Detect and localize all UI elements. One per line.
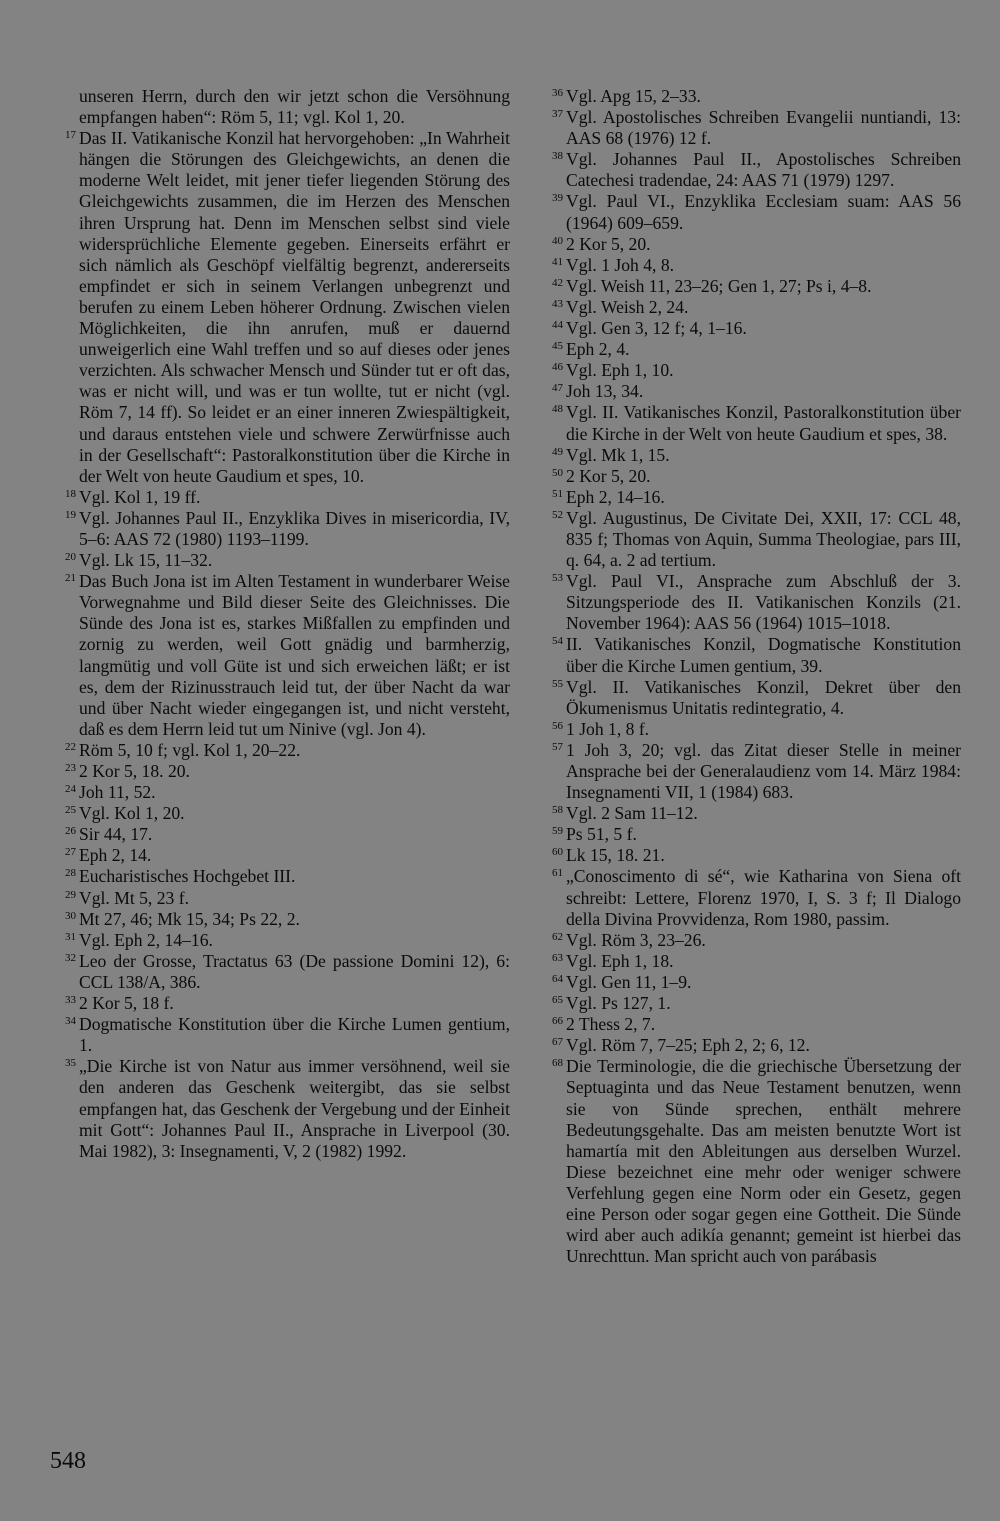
footnote-number: 50	[552, 466, 563, 479]
footnote-number: 47	[552, 382, 563, 395]
footnote-text: Vgl. 2 Sam 11–12.	[566, 803, 698, 824]
footnote-27	[50, 845, 510, 866]
footnote-number: 46	[552, 361, 563, 374]
footnote-number: 64	[552, 972, 563, 985]
footnote-text: Vgl. II. Vatikanisches Konzil, Pastoralkonstitution über die Kirche in der Welt von heute Gaudium et spes, 38.	[566, 402, 961, 444]
footnote-number: 51	[552, 487, 563, 500]
footnote-text: Ps 51, 5 f.	[566, 824, 637, 845]
footnote-text: Vgl. Ps 127, 1.	[566, 993, 671, 1014]
footnote-66	[537, 1014, 961, 1035]
footnote-text: Vgl. 1 Joh 4, 8.	[566, 254, 675, 275]
footnote-text: „Conoscimento di sé“, wie Katharina von Siena oft schreibt: Lettere, Florenz 1970, I, S. 3 f; Il Dialogo della Divina Provvidenza, Rom 1980, passim.	[566, 866, 961, 929]
right-column	[537, 86, 961, 1267]
footnote-text: Lk 15, 18. 21.	[566, 845, 665, 866]
footnote-number: 55	[552, 677, 563, 690]
footnote-40	[537, 234, 961, 255]
footnote-text: Vgl. Apostolisches Schreiben Evangelii nuntiandi, 13: AAS 68 (1976) 12 f.	[566, 107, 961, 149]
footnote-number: 41	[552, 255, 563, 268]
footnote-number: 25	[65, 804, 76, 817]
footnote-number: 60	[552, 846, 563, 859]
footnote-text: „Die Kirche ist von Natur aus immer versöhnend, weil sie den anderen das Geschenk weitergibt, das sie selbst empfangen hat, das Geschenk der Vergebung und der Einheit mit Gott“: Johannes Paul II., Ansprache in Liverpool (30. Mai 1982), 3: Insegnamenti, V, 2 (1982) 1992.	[79, 1056, 510, 1161]
footnote-text: Das II. Vatikanische Konzil hat hervorgehoben: „In Wahrheit hängen die Störungen des Gleichgewichts, an denen die moderne Welt leidet, mit jener tiefer liegenden Störung des Gleichgewichts zusammen, die im Herzen des Menschen ihren Ursprung hat. Denn im Menschen selbst sind viele widersprüchliche Elemente gegeben. Einerseits erfährt er sich nämlich als Geschöpf vielfältig begrenzt, andererseits empfindet er sich in seinem Verlangen unbegrenzt und berufen zu einem Leben höherer Ordnung. Zwischen vielen Möglichkeiten, die ihn anrufen, muß er dauernd unweigerlich eine Wahl treffen und so auf dieses oder jenes verzichten. Als schwacher Mensch und Sünder tut er oft das, was er nicht will, und was er tun wollte, tut er nicht (vgl. Röm 7, 14 ff). So leidet er an einer inneren Zwiespältigkeit, und daraus entstehen viele und schwere Zerwürfnisse auch in der Gesellschaft“: Pastoralkonstitution über die Kirche in der Welt von heute Gaudium et spes, 10.	[79, 128, 510, 486]
footnote-text: Vgl. II. Vatikanisches Konzil, Dekret über den Ökumenismus Unitatis redintegratio, 4.	[566, 676, 961, 718]
footnote-number: 40	[552, 234, 563, 247]
footnote-46	[537, 360, 961, 381]
footnote-number: 38	[552, 150, 563, 163]
footnote-text: Joh 13, 34.	[566, 381, 644, 402]
footnote-47	[537, 381, 961, 402]
footnote-41	[537, 255, 961, 276]
footnote-number: 63	[552, 951, 563, 964]
footnote-number: 21	[65, 572, 76, 585]
footnote-24	[50, 782, 510, 803]
footnote-56	[537, 719, 961, 740]
footnote-63	[537, 951, 961, 972]
footnote-21	[50, 571, 510, 740]
footnote-number: 34	[65, 1015, 76, 1028]
footnote-number: 58	[552, 804, 563, 817]
footnote-number: 43	[552, 297, 563, 310]
footnote-62	[537, 930, 961, 951]
footnote-number: 68	[552, 1057, 563, 1070]
footnote-48	[537, 402, 961, 444]
footnote-28	[50, 866, 510, 887]
footnote-37	[537, 107, 961, 149]
footnote-number: 45	[552, 340, 563, 353]
footnote-text: Vgl. Paul VI., Enzyklika Ecclesiam suam: AAS 56 (1964) 609–659.	[566, 191, 961, 233]
footnote-60	[537, 845, 961, 866]
footnote-text: Eph 2, 14–16.	[566, 486, 665, 507]
footnote-32	[50, 951, 510, 993]
footnote-number: 56	[552, 719, 563, 732]
footnote-number: 52	[552, 508, 563, 521]
footnote-58	[537, 803, 961, 824]
footnote-number: 48	[552, 403, 563, 416]
footnote-43	[537, 297, 961, 318]
footnote-text: Vgl. Eph 2, 14–16.	[79, 929, 213, 950]
footnote-number: 27	[65, 846, 76, 859]
footnote-number: 42	[552, 276, 563, 289]
footnote-number: 19	[65, 508, 76, 521]
footnote-number: 18	[65, 487, 76, 500]
footnote-59	[537, 824, 961, 845]
footnote-text: Joh 11, 52.	[79, 782, 156, 803]
footnote-number: 32	[65, 951, 76, 964]
footnote-text: 2 Kor 5, 20.	[566, 233, 651, 254]
footnote-text: Vgl. Augustinus, De Civitate Dei, XXII, 17: CCL 48, 835 f; Thomas von Aquin, Summa Theologiae, pars III, q. 64, a. 2 ad tertium.	[566, 507, 961, 571]
footnote-53	[537, 571, 961, 634]
footnote-text: Vgl. Mt 5, 23 f.	[79, 887, 189, 908]
footnote-text: Vgl. Weish 2, 24.	[566, 296, 689, 317]
footnote-34	[50, 1014, 510, 1056]
footnote-number: 39	[552, 192, 563, 205]
footnote-number: 36	[552, 87, 563, 99]
footnote-36	[537, 86, 961, 107]
footnote-text: Vgl. Gen 3, 12 f; 4, 1–16.	[566, 318, 747, 339]
footnote-text: Vgl. Röm 7, 7–25; Eph 2, 2; 6, 12.	[566, 1035, 810, 1056]
footnote-number: 17	[65, 129, 76, 142]
footnote-number: 23	[65, 762, 76, 774]
footnote-number: 24	[65, 783, 76, 796]
footnote-64	[537, 972, 961, 993]
footnote-text: Vgl. Paul VI., Ansprache zum Abschluß der 3. Sitzungsperiode des II. Vatikanischen Konzils (21. November 1964): AAS 56 (1964) 1015–1018.	[566, 571, 961, 634]
footnote-text: Vgl. Röm 3, 23–26.	[566, 929, 706, 950]
footnote-number: 44	[552, 319, 563, 332]
footnote-text: 2 Kor 5, 18 f.	[79, 993, 174, 1014]
footnote-17	[50, 128, 510, 487]
footnote-20	[50, 550, 510, 571]
continuation-text: unseren Herrn, durch den wir jetzt schon die Versöhnung empfangen haben“: Röm 5, 11; vgl. Kol 1, 20.	[79, 86, 510, 128]
footnote-number: 59	[552, 825, 563, 838]
footnote-text: Vgl. Eph 1, 10.	[566, 360, 674, 381]
footnote-number: 67	[552, 1036, 563, 1049]
footnote-29	[50, 888, 510, 909]
footnote-text: 2 Kor 5, 18. 20.	[79, 761, 190, 781]
footnote-68	[537, 1056, 961, 1267]
footnote-number: 49	[552, 445, 563, 458]
footnote-number: 37	[552, 108, 563, 121]
footnote-number: 20	[65, 551, 76, 564]
left-column	[50, 86, 510, 1162]
footnote-text: Vgl. Johannes Paul II., Enzyklika Dives in misericordia, IV, 5–6: AAS 72 (1980) 1193–1199.	[79, 507, 510, 549]
footnote-33	[50, 993, 510, 1014]
footnote-52	[537, 508, 961, 571]
footnote-number: 66	[552, 1015, 563, 1028]
footnote-61	[537, 866, 961, 929]
footnote-text: Vgl. Mk 1, 15.	[566, 444, 670, 465]
footnote-22	[50, 740, 510, 761]
footnote-text: Vgl. Eph 1, 18.	[566, 950, 674, 971]
footnote-49	[537, 445, 961, 466]
footnote-65	[537, 993, 961, 1014]
footnote-number: 65	[552, 994, 563, 1007]
footnote-number: 35	[65, 1057, 76, 1070]
footnote-35	[50, 1056, 510, 1161]
footnote-number: 22	[65, 740, 76, 753]
footnote-text: Vgl. Kol 1, 19 ff.	[79, 486, 201, 507]
footnote-number: 61	[552, 867, 563, 880]
footnote-number: 29	[65, 888, 76, 901]
footnote-text: Die Terminologie, die die griechische Übersetzung der Septuaginta und das Neue Testament benutzen, wenn sie von Sünde sprechen, enthält mehrere Bedeutungsgehalte. Das am meisten benutzte Wort ist hamartía mit den Ableitungen aus derselben Wurzel. Diese bezeichnet eine mehr oder weniger schwere Verfehlung gegen eine Norm oder ein Gesetz, gegen eine Person oder sogar gegen eine Gottheit. Die Sünde wird aber auch adikía genannt; gemeint ist hierbei das Unrechttun. Man spricht auch von parábasis	[566, 1056, 961, 1267]
footnote-text: Vgl. Gen 11, 1–9.	[566, 971, 692, 992]
footnote-text: Eph 2, 4.	[566, 339, 630, 360]
footnote-number: 62	[552, 930, 563, 943]
footnote-text: Vgl. Johannes Paul II., Apostolisches Schreiben Catechesi tradendae, 24: AAS 71 (1979) 1297.	[566, 149, 961, 191]
footnote-text: Das Buch Jona ist im Alten Testament in wunderbarer Weise Vorwegnahme und Bild dieser Seite des Gleichnisses. Die Sünde des Jona ist es, starkes Mißfallen zu empfinden und zornig zu werden, weil Gott gnädig und barmherzig, langmütig und voll Güte ist und sich erweichen läßt; er ist es, dem der Rizinusstrauch leid tut, der über Nacht da war und über Nacht wieder eingegangen ist, und nicht versteht, daß es dem Herrn leid tut um Ninive (vgl. Jon 4).	[79, 571, 510, 739]
footnote-31	[50, 930, 510, 951]
footnote-26	[50, 824, 510, 845]
footnote-67	[537, 1035, 961, 1056]
footnote-number: 57	[552, 740, 563, 753]
footnote-44	[537, 318, 961, 339]
footnote-30	[50, 909, 510, 930]
footnote-38	[537, 149, 961, 191]
footnote-number: 28	[65, 867, 76, 880]
footnote-23	[50, 761, 510, 782]
footnote-text: Vgl. Kol 1, 20.	[79, 803, 185, 824]
footnote-51	[537, 487, 961, 508]
footnote-50	[537, 466, 961, 487]
footnote-19	[50, 508, 510, 550]
footnote-54	[537, 634, 961, 676]
footnote-text: 1 Joh 1, 8 f.	[566, 718, 650, 739]
footnote-45	[537, 339, 961, 360]
footnote-text: Eph 2, 14.	[79, 845, 152, 866]
footnote-text: Dogmatische Konstitution über die Kirche Lumen gentium, 1.	[79, 1014, 510, 1056]
footnote-42	[537, 276, 961, 297]
footnote-text: Vgl. Weish 11, 23–26; Gen 1, 27; Ps i, 4–8.	[566, 275, 872, 296]
footnote-text: Vgl. Lk 15, 11–32.	[79, 550, 213, 571]
footnote-number: 31	[65, 930, 76, 943]
footnote-text: Sir 44, 17.	[79, 824, 153, 845]
footnote-text: Eucharistisches Hochgebet III.	[79, 866, 296, 887]
footnote-number: 53	[552, 572, 563, 585]
footnote-text: Vgl. Apg 15, 2–33.	[566, 86, 701, 106]
page-number: 548	[50, 1448, 86, 1474]
footnote-text: Röm 5, 10 f; vgl. Kol 1, 20–22.	[79, 739, 301, 760]
footnote-text: II. Vatikanisches Konzil, Dogmatische Konstitution über die Kirche Lumen gentium, 39.	[566, 634, 961, 676]
footnote-55	[537, 677, 961, 719]
footnote-18	[50, 487, 510, 508]
footnote-number: 33	[65, 994, 76, 1007]
footnote-57	[537, 740, 961, 803]
footnote-39	[537, 191, 961, 233]
footnote-25	[50, 803, 510, 824]
footnote-text: 2 Kor 5, 20.	[566, 465, 651, 486]
footnote-text: Leo der Grosse, Tractatus 63 (De passione Domini 12), 6: CCL 138/A, 386.	[79, 950, 510, 992]
footnote-number: 54	[552, 635, 563, 648]
footnote-number: 30	[65, 909, 76, 922]
footnote-text: 2 Thess 2, 7.	[566, 1014, 656, 1035]
footnote-number: 26	[65, 825, 76, 838]
footnote-text: 1 Joh 3, 20; vgl. das Zitat dieser Stelle in meiner Ansprache bei der Generalaudienz vom 14. März 1984: Insegnamenti VII, 1 (1984) 683.	[566, 739, 961, 803]
footnote-text: Mt 27, 46; Mk 15, 34; Ps 22, 2.	[79, 908, 300, 929]
